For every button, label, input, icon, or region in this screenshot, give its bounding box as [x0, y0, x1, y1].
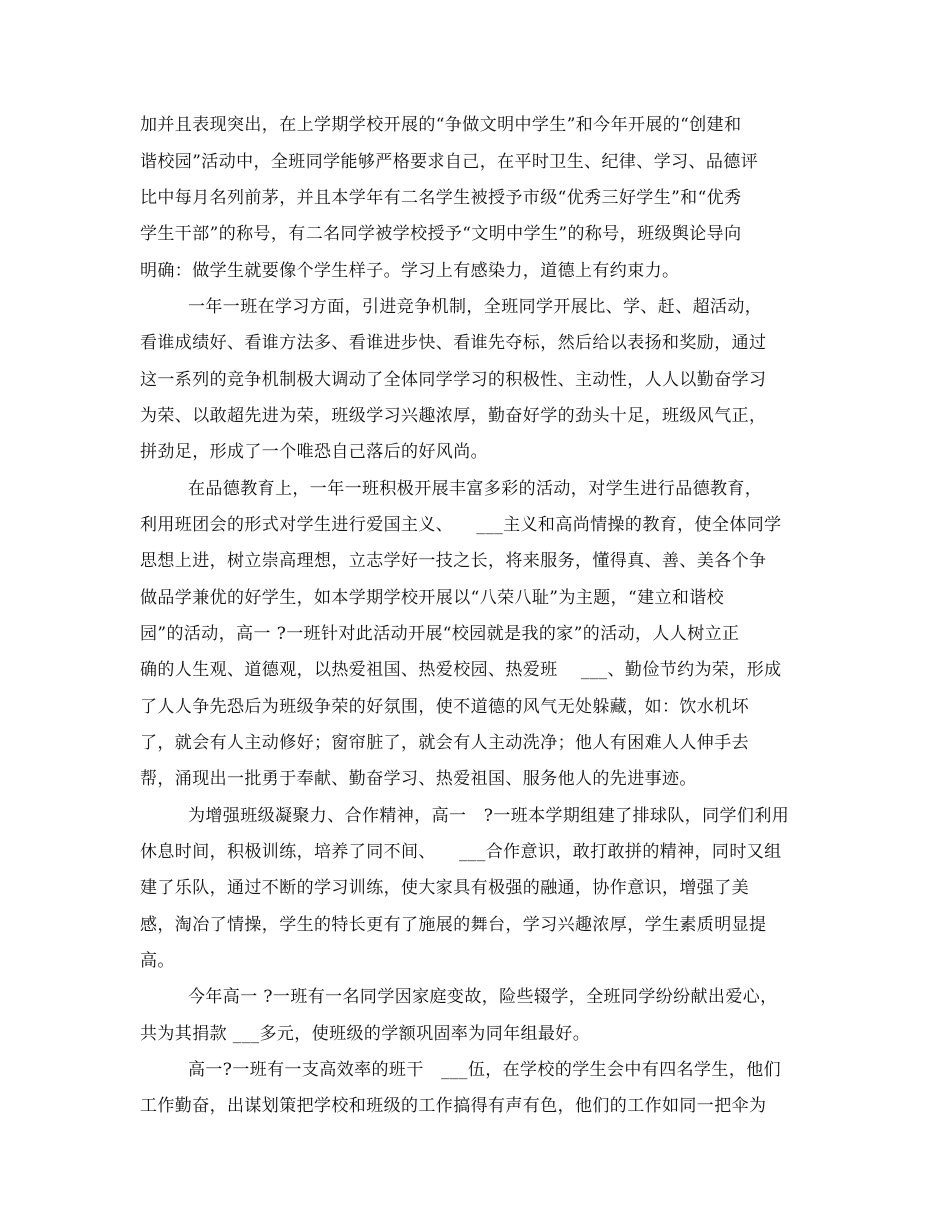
- text-line: 做品学兼优的好学生，如本学期学校开展以“八荣八耻”为主题，“建立和谐校: [140, 588, 725, 608]
- text-line: 明确：做学生就要像个学生样子。学习上有感染力，道德上有约束力。: [140, 261, 680, 281]
- text-line: 思想上进，树立崇高理想，立志学好一技之长，将来服务，懂得真、善、美各个争: [140, 551, 767, 571]
- text-line: 了人人争先恐后为班级争荣的好氛围，使不道德的风气无处躲藏，如：饮水机坏: [140, 697, 749, 717]
- text-line: 确的人生观、道德观，以热爱祖国、热爱校园、热爱班 ___、勤俭节约为荣，形成: [140, 660, 782, 680]
- paragraph-first-line: 一年一班在学习方面，引进竞争机制，全班同学开展比、学、赶、超活动，: [188, 297, 763, 317]
- text-line: 休息时间，积极训练，培养了同不间、 ___合作意识，敢打敢拼的精神，同时又组: [140, 842, 782, 862]
- text-line: 看谁成绩好、看谁方法多、看谁进步快、看谁先夺标，然后给以表扬和奖励，通过: [140, 333, 767, 353]
- paragraph-first-line: 高一?一班有一支高效率的班干 ___伍，在学校的学生会中有四名学生，他们: [188, 1060, 782, 1080]
- text-line: 比中每月名列前茅，并且本学年有二名学生被授予市级“优秀三好学生”和“优秀: [140, 188, 742, 208]
- text-line: 建了乐队，通过不断的学习训练，使大家具有极强的融通，协作意识，增强了美: [140, 878, 749, 898]
- text-line: 加并且表现突出，在上学期学校开展的“争做文明中学生”和今年开展的“创建和: [140, 115, 742, 135]
- text-line: 了，就会有人主动修好；窗帘脏了，就会有人主动洗净；他人有困难人人伸手去: [140, 733, 749, 753]
- text-line: 拼劲足，形成了一个唯恐自己落后的好风尚。: [140, 442, 488, 462]
- text-line: 这一系列的竞争机制极大调动了全体同学学习的积极性、主动性，人人以勤奋学习: [140, 370, 767, 390]
- paragraph-first-line: 为增强班级凝聚力、合作精神，高一 ?一班本学期组建了排球队，同学们利用: [188, 806, 790, 826]
- paragraph-first-line: 在品德教育上，一年一班积极开展丰富多彩的活动，对学生进行品德教育，: [188, 479, 763, 499]
- text-line: 为荣、以敢超先进为荣，班级学习兴趣浓厚，勤奋好学的劲头十足，班级风气正，: [140, 406, 767, 426]
- text-line: 园”的活动，高一 ?一班针对此活动开展“校园就是我的家”的活动，人人树立正: [140, 624, 740, 644]
- text-line: 利用班团会的形式对学生进行爱国主义、 ___主义和高尚情操的教育，使全体同学: [140, 515, 782, 535]
- text-line: 学生干部”的称号，有二名同学被学校授予“文明中学生”的称号，班级舆论导向: [140, 224, 742, 244]
- text-line: 帮，涌现出一批勇于奉献、勤奋学习、热爱祖国、服务他人的先进事迹。: [140, 769, 697, 789]
- text-line: 感，淘冶了情操，学生的特长更有了施展的舞台，学习兴趣浓厚，学生素质明显提: [140, 915, 767, 935]
- text-line: 工作勤奋，出谋划策把学校和班级的工作搞得有声有色，他们的工作如同一把伞为: [140, 1096, 767, 1116]
- text-line: 高。: [140, 951, 175, 971]
- text-line: 共为其捐款 ___多元，使班级的学额巩固率为同年组最好。: [140, 1024, 591, 1044]
- text-line: 谐校园”活动中，全班同学能够严格要求自己，在平时卫生、纪律、学习、品德评: [140, 152, 759, 172]
- paragraph-first-line: 今年高一 ?一班有一名同学因家庭变故，险些辍学，全班同学纷纷献出爱心，: [188, 987, 778, 1007]
